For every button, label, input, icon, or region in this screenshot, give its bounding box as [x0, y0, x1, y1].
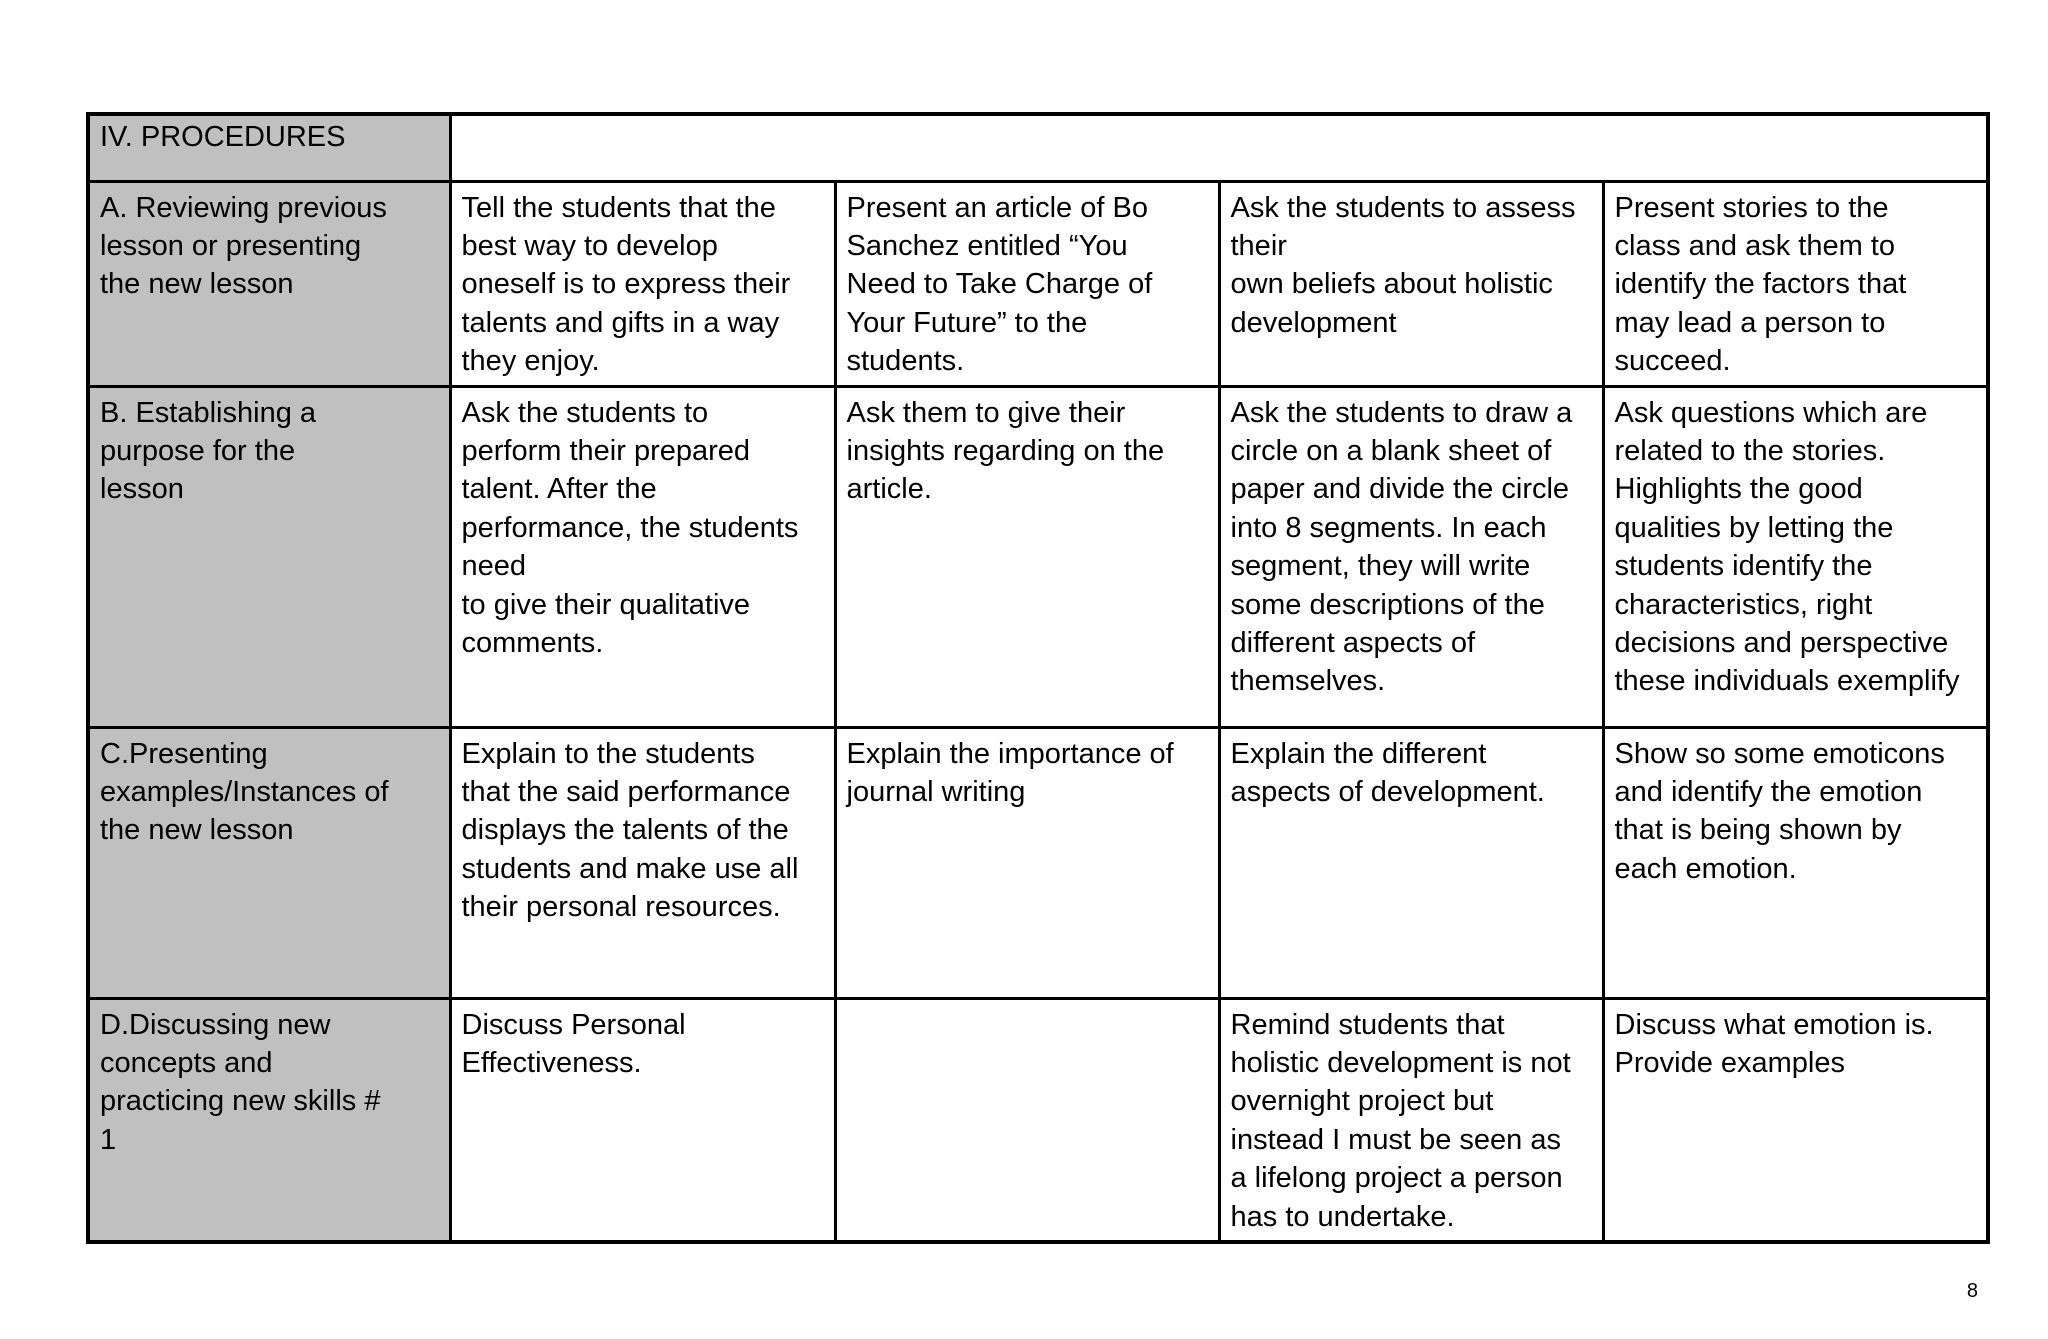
procedures-header-blank — [450, 114, 1988, 181]
row-label-discussing-concepts: D.Discussing new concepts and practicing new skills # 1 — [88, 998, 450, 1242]
table-cell: Ask the students to draw a circle on a blank sheet of paper and divide the circle into 8 segments. In each segment, they will write some descriptions of the different aspects of themselves. — [1219, 386, 1603, 727]
table-row — [88, 998, 1988, 1242]
table-cell: Show so some emoticons and identify the emotion that is being shown by each emotion. — [1603, 727, 1988, 998]
table-cell: Tell the students that the best way to develop oneself is to express their talents and gifts in a way they enjoy. — [450, 181, 835, 386]
table-cell: Ask them to give their insights regarding on the article. — [835, 386, 1219, 727]
row-label-establishing-purpose: B. Establishing a purpose for the lesson — [88, 386, 450, 727]
table-header-row — [88, 114, 1988, 181]
table-row — [88, 181, 1988, 386]
table-cell: Discuss what emotion is. Provide examples — [1603, 998, 1988, 1242]
page-number: 8 — [1966, 1280, 1978, 1302]
table-cell: Ask the students to perform their prepared talent. After the performance, the students need to give their qualitative comments. — [450, 386, 835, 727]
table-row — [88, 727, 1988, 998]
table-cell: Explain the importance of journal writing — [835, 727, 1219, 998]
table-cell: Ask the students to assess their own beliefs about holistic development — [1219, 181, 1603, 386]
table-row — [88, 386, 1988, 727]
row-label-reviewing: A. Reviewing previous lesson or presenting the new lesson — [88, 181, 450, 386]
table-cell: Present an article of Bo Sanchez entitled “You Need to Take Charge of Your Future” to the students. — [835, 181, 1219, 386]
row-label-presenting-examples: C.Presenting examples/Instances of the new lesson — [88, 727, 450, 998]
table-cell: Explain to the students that the said performance displays the talents of the students and make use all their personal resources. — [450, 727, 835, 998]
table-cell: Discuss Personal Effectiveness. — [450, 998, 835, 1242]
table-cell: Remind students that holistic development is not overnight project but instead I must be seen as a lifelong project a person has to undertake. — [1219, 998, 1603, 1242]
table-cell: Present stories to the class and ask them to identify the factors that may lead a person to succeed. — [1603, 181, 1988, 386]
table-cell: Explain the different aspects of development. — [1219, 727, 1603, 998]
procedures-table — [86, 112, 1990, 1244]
table-cell: Ask questions which are related to the stories. Highlights the good qualities by letting the students identify the characteristics, right decisions and perspective these individuals exemplify — [1603, 386, 1988, 727]
table-cell — [835, 998, 1219, 1242]
procedures-heading: IV. PROCEDURES — [88, 114, 450, 181]
